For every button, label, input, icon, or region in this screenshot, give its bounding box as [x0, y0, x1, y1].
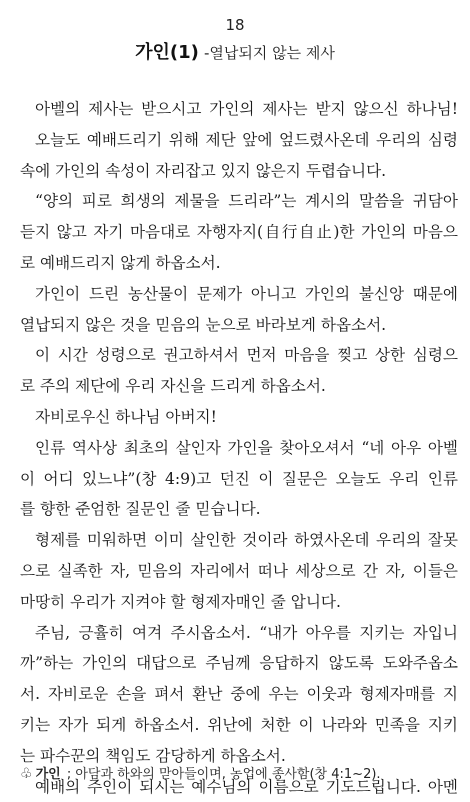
title-subtitle: -열납되지 않는 제사 — [203, 44, 335, 62]
text-line: 형제를 미워하면 이미 살인한 것이라 하였사온데 우리의 잘못 — [35, 531, 458, 550]
text-line: 까”하는 가인의 대답으로 주님께 응답하지 않도록 도와주옵소 — [20, 654, 458, 673]
text-line: 마땅히 우리가 지켜야 할 형제자매인 줄 압니다. — [20, 592, 341, 611]
text-line: 이 어디 있느냐”(창 4:9)고 던진 이 질문은 오늘도 우리 인류 — [20, 469, 458, 488]
text-line: 아벨의 제사는 받으시고 가인의 제사는 받지 않으신 하나님! — [35, 100, 458, 118]
text-line: 키는 자가 되게 하옵소서. 위난에 처한 이 나라와 민족을 지키 — [20, 715, 458, 734]
page-title — [0, 38, 470, 64]
footnote-term: 가인 — [35, 767, 61, 782]
text-line: 오늘도 예배드리기 위해 제단 앞에 엎드렸사온데 우리의 심령 — [35, 130, 458, 149]
text-line: 속에 가인의 속성이 자리잡고 있지 않은지 두렵습니다. — [20, 161, 387, 180]
text-line: 예배의 주인이 되시는 예수님의 이름으로 기도드립니다. 아멘 — [35, 777, 458, 796]
page-number: 18 — [225, 16, 245, 34]
text-line: 는 파수꾼의 책임도 감당하게 하옵소서. — [20, 746, 286, 765]
text-line: 이 시간 성령으로 권고하셔서 먼저 마음을 찢고 상한 심령으 — [35, 346, 458, 365]
text-line: 로 예배드리지 않게 하옵소서. — [20, 253, 221, 272]
text-line: 자비로우신 하나님 아버지! — [35, 407, 217, 426]
text-line: 듣지 않고 자기 마음대로 자행자지(自行自止)한 가인의 마음으 — [20, 223, 458, 242]
text-line: 로 주의 제단에 우리 자신을 드리게 하옵소서. — [20, 377, 326, 396]
text-line: 를 향한 준엄한 질문인 줄 믿습니다. — [20, 500, 261, 519]
text-line: “양의 피로 희생의 제물을 드리라”는 계시의 말씀을 귀담아 — [35, 192, 458, 211]
text-line: 열납되지 않은 것을 믿음의 눈으로 바라보게 하옵소서. — [20, 315, 387, 334]
footnote-text: ; 아담과 하와의 맏아들이며, 농업에 종사함(창 4:1~2). — [66, 767, 381, 782]
text-line: 가인이 드린 농산물이 문제가 아니고 가인의 불신앙 때문에 — [35, 284, 458, 303]
text-line: 주님, 긍휼히 여겨 주시옵소서. “내가 아우를 지키는 자입니 — [35, 623, 458, 642]
footnote — [20, 763, 460, 782]
title-main: 가인(1) — [135, 42, 199, 63]
text-line: 서. 자비로운 손을 펴서 환난 중에 우는 이웃과 형제자매를 지 — [20, 685, 458, 704]
club-icon: ♧ — [20, 766, 33, 782]
text-line: 인류 역사상 최초의 살인자 가인을 찾아오셔서 “네 아우 아벨 — [35, 438, 458, 457]
text-line: 으로 실족한 자, 믿음의 자리에서 떠나 세상으로 간 자, 이들은 — [20, 561, 458, 580]
prayer-text — [20, 94, 458, 802]
